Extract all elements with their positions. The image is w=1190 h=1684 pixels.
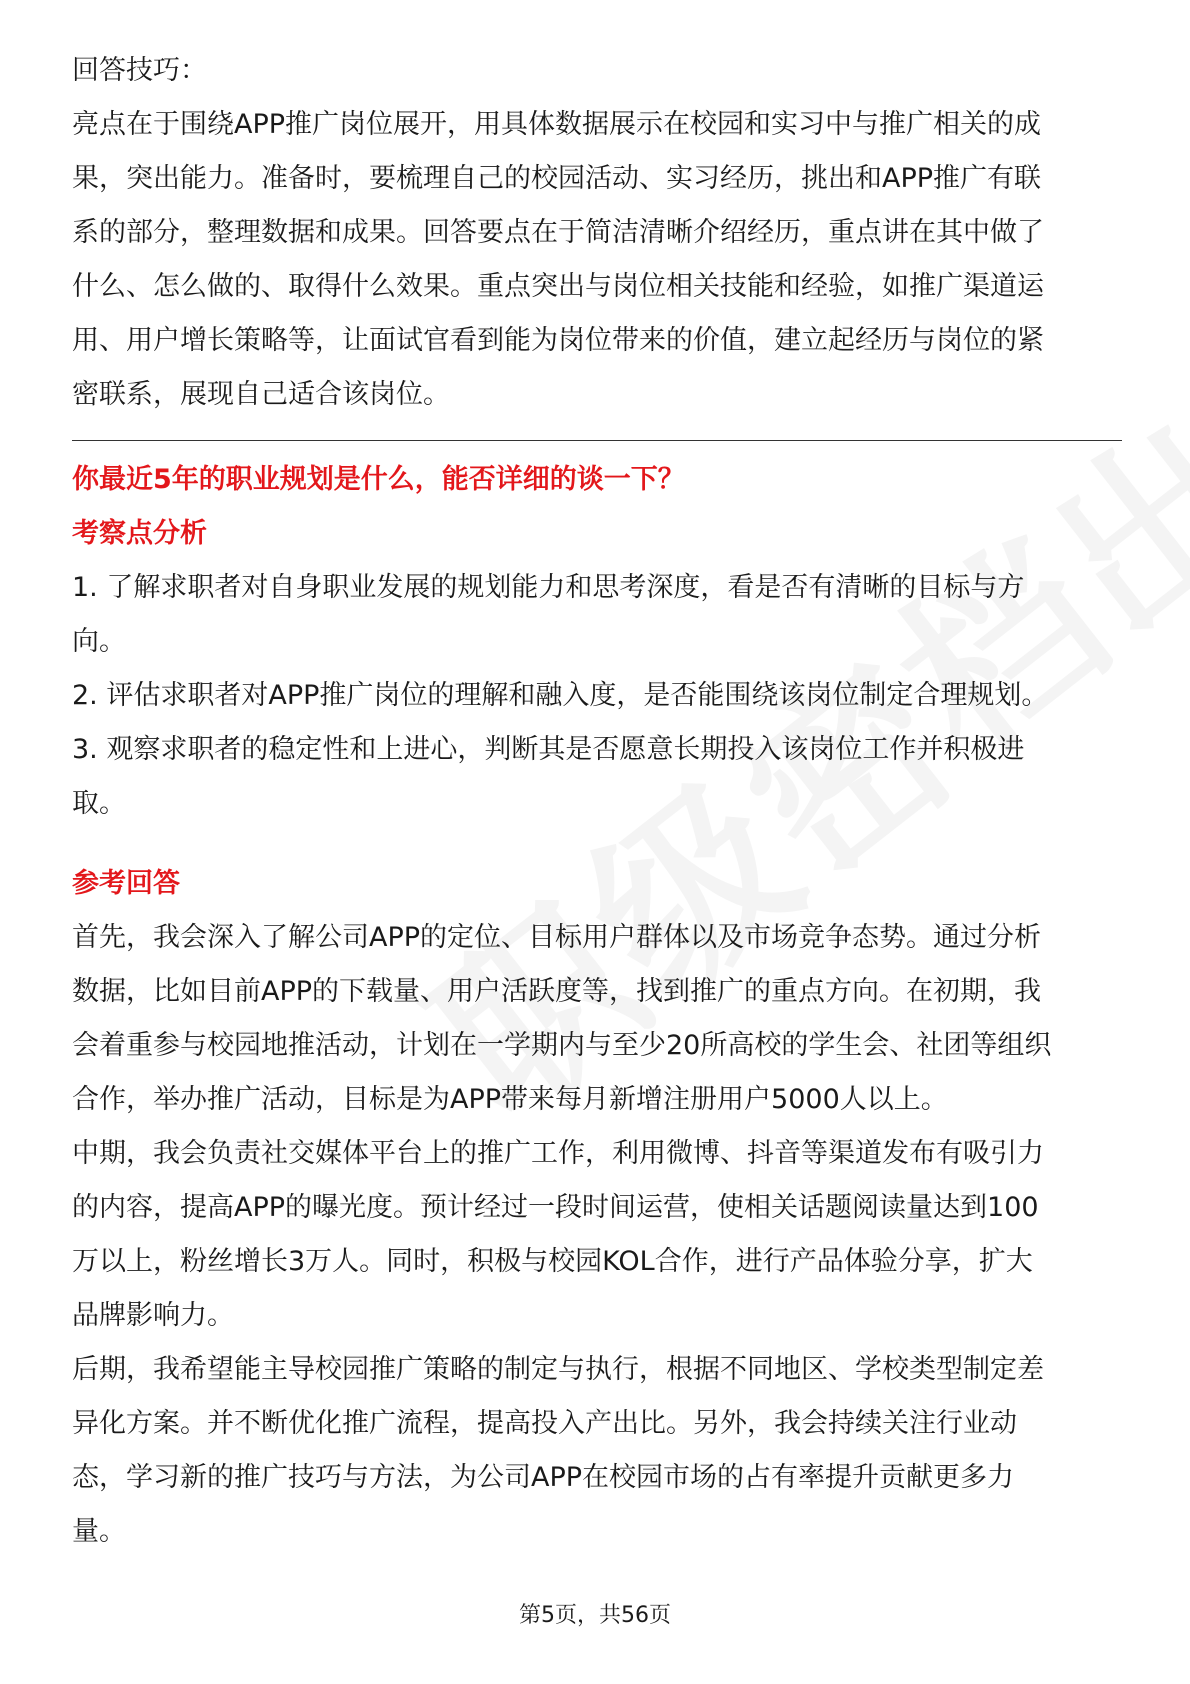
answer-tips-line: 系的部分，整理数据和成果。回答要点在于简洁清晰介绍经历，重点讲在其中做了 (72, 217, 1044, 248)
analysis-line: 3. 观察求职者的稳定性和上进心，判断其是否愿意长期投入该岗位工作并积极进 (72, 734, 1025, 765)
analysis-line: 取。 (72, 788, 126, 819)
analysis-line: 1. 了解求职者对自身职业发展的规划能力和思考深度，看是否有清晰的目标与方 (72, 572, 1025, 603)
reference-line: 后期，我希望能主导校园推广策略的制定与执行，根据不同地区、学校类型制定差 (72, 1354, 1044, 1385)
spacer (72, 831, 1122, 857)
question-title: 你最近5年的职业规划是什么，能否详细的谈一下？ (72, 464, 685, 495)
answer-tips-line: 亮点在于围绕APP推广岗位展开，用具体数据展示在校园和实习中与推广相关的成 (72, 109, 1042, 140)
reference-heading: 参考回答 (72, 868, 180, 899)
reference-line: 合作，举办推广活动，目标是为APP带来每月新增注册用户5000人以上。 (72, 1084, 948, 1115)
page-footer: 第5页，共56页 (519, 1603, 671, 1628)
reference-line: 品牌影响力。 (72, 1300, 234, 1331)
answer-tips-line: 用、用户增长策略等，让面试官看到能为岗位带来的价值，建立起经历与岗位的紧 (72, 325, 1044, 356)
reference-line: 异化方案。并不断优化推广流程，提高投入产出比。另外，我会持续关注行业动 (72, 1408, 1017, 1439)
analysis-heading: 考察点分析 (72, 518, 207, 549)
reference-line: 数据，比如目前APP的下载量、用户活跃度等，找到推广的重点方向。在初期，我 (72, 976, 1042, 1007)
reference-line: 态，学习新的推广技巧与方法，为公司APP在校园市场的占有率提升贡献更多力 (72, 1462, 1015, 1493)
answer-tips-line: 密联系，展现自己适合该岗位。 (72, 379, 450, 410)
reference-line: 的内容，提高APP的曝光度。预计经过一段时间运营，使相关话题阅读量达到100 (72, 1192, 1039, 1223)
reference-line: 万以上，粉丝增长3万人。同时，积极与校园KOL合作，进行产品体验分享，扩大 (72, 1246, 1033, 1277)
analysis-line: 2. 评估求职者对APP推广岗位的理解和融入度，是否能围绕该岗位制定合理规划。 (72, 680, 1049, 711)
reference-line: 会着重参与校园地推活动，计划在一学期内与至少20所高校的学生会、社团等组织 (72, 1030, 1052, 1061)
answer-tips-line: 果，突出能力。准备时，要梳理自己的校园活动、实习经历，挑出和APP推广有联 (72, 163, 1042, 194)
answer-tips-line: 什么、怎么做的、取得什么效果。重点突出与岗位相关技能和经验，如推广渠道运 (72, 271, 1044, 302)
section-divider (72, 440, 1122, 441)
reference-line: 中期，我会负责社交媒体平台上的推广工作，利用微博、抖音等渠道发布有吸引力 (72, 1138, 1044, 1169)
document-page (72, 44, 1122, 1559)
analysis-line: 向。 (72, 626, 126, 657)
reference-line: 量。 (72, 1516, 126, 1547)
reference-line: 首先，我会深入了解公司APP的定位、目标用户群体以及市场竞争态势。通过分析 (72, 922, 1042, 953)
answer-tips-heading: 回答技巧： (72, 55, 207, 86)
